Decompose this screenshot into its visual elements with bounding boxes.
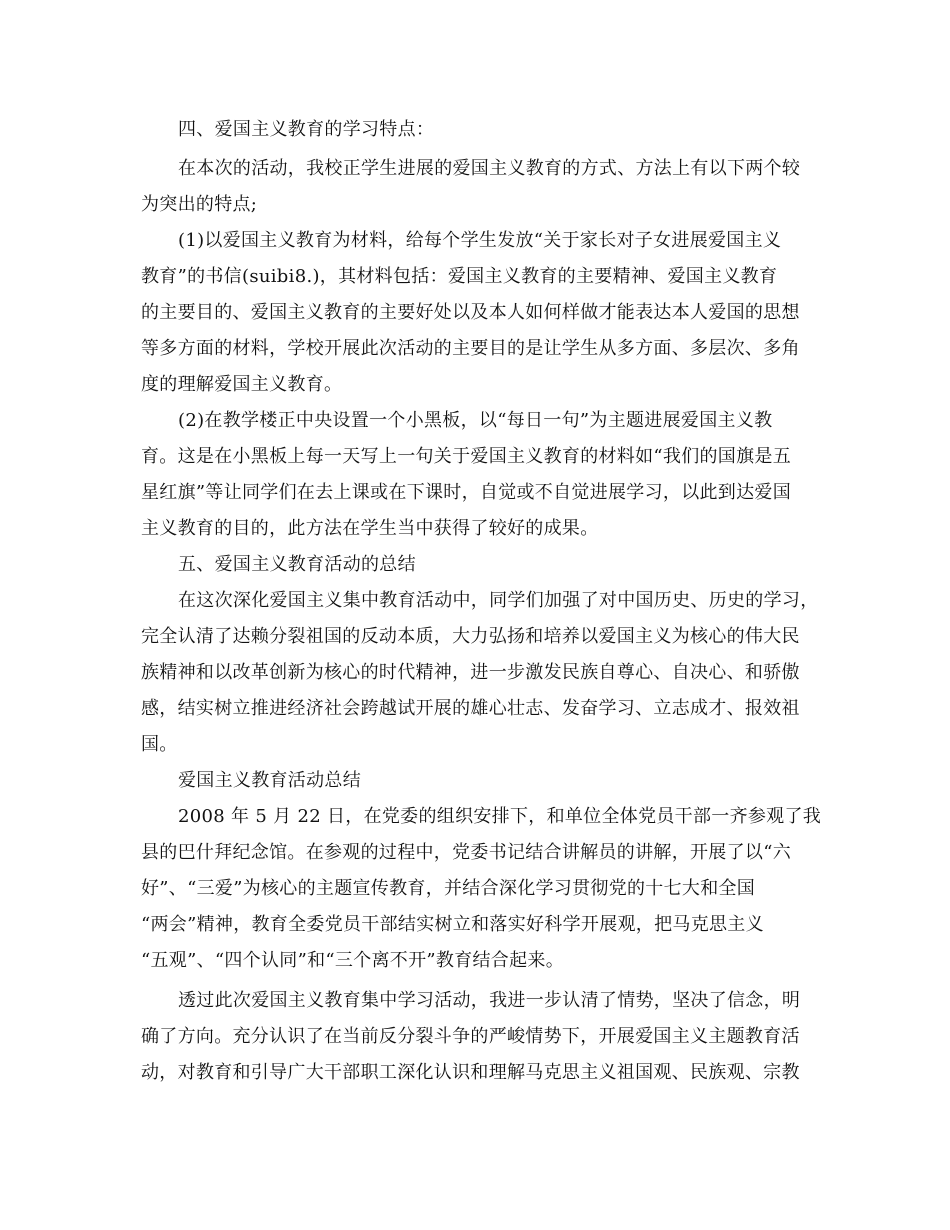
subtitle: 爱国主义教育活动总结 [178,770,361,791]
paragraph-line: 透过此次爱国主义教育集中学习活动，我进一步认清了情势，坚决了信念，明 [178,990,801,1011]
paragraph-line: 县的巴什拜纪念馆。在参观的过程中，党委书记结合讲解员的讲解，开展了以“六 [141,842,791,863]
paragraph-line: “两会”精神，教育全委党员干部结实树立和落实好科学开展观，把马克思主义 [141,914,764,935]
paragraph-line: 度的理解爱国主义教育。 [141,374,343,395]
section-heading-5: 五、爱国主义教育活动的总结 [178,554,416,575]
paragraph-line: 为突出的特点; [141,194,258,215]
paragraph-line: “五观”、“四个认同”和“三个离不开”教育结合起来。 [141,950,565,971]
paragraph-line: (1)以爱国主义教育为材料，给每个学生发放“关于家长对子女进展爱国主义 [178,230,782,251]
paragraph-line: 感，结实树立推进经济社会跨越试开展的雄心壮志、发奋学习、立志成才、报效祖 [141,698,800,719]
paragraph-line: 确了方向。充分认识了在当前反分裂斗争的严峻情势下，开展爱国主义主题教育活 [141,1026,800,1047]
paragraph-line: 教育”的书信(suibi8.)，其材料包括：爱国主义教育的主要精神、爱国主义教育 [141,266,778,287]
paragraph-line: 好”、“三爱”为核心的主题宣传教育，并结合深化学习贯彻党的十七大和全国 [141,878,756,899]
paragraph-line: 育。这是在小黑板上每一天写上一句关于爱国主义教育的材料如“我们的国旗是五 [141,446,791,467]
paragraph-line: 星红旗”等让同学们在去上课或在下课时，自觉或不自觉进展学习，以此到达爱国 [141,482,791,503]
paragraph-line: (2)在教学楼正中央设置一个小黑板，以“每日一句”为主题进展爱国主义教 [178,410,773,431]
paragraph-line: 动，对教育和引导广大干部职工深化认识和理解马克思主义祖国观、民族观、宗教 [141,1062,800,1083]
paragraph-line: 国。 [141,734,178,755]
paragraph-line: 等多方面的材料，学校开展此次活动的主要目的是让学生从多方面、多层次、多角 [141,338,800,359]
section-heading-4: 四、爱国主义教育的学习特点： [178,119,435,140]
paragraph-line: 2008 年 5 月 22 日，在党委的组织安排下，和单位全体党员干部一齐参观了我 [178,806,822,827]
paragraph-line: 完全认清了达赖分裂祖国的反动本质，大力弘扬和培养以爱国主义为核心的伟大民 [141,626,800,647]
paragraph-line: 族精神和以改革创新为核心的时代精神，进一步激发民族自尊心、自决心、和骄傲 [141,662,800,683]
paragraph-line: 在这次深化爱国主义集中教育活动中，同学们加强了对中国历史、历史的学习， [178,590,819,611]
paragraph-line: 主义教育的目的，此方法在学生当中获得了较好的成果。 [141,518,599,539]
paragraph-line: 的主要目的、爱国主义教育的主要好处以及本人如何样做才能表达本人爱国的思想 [141,302,800,323]
paragraph-line: 在本次的活动，我校正学生进展的爱国主义教育的方式、方法上有以下两个较 [178,158,801,179]
